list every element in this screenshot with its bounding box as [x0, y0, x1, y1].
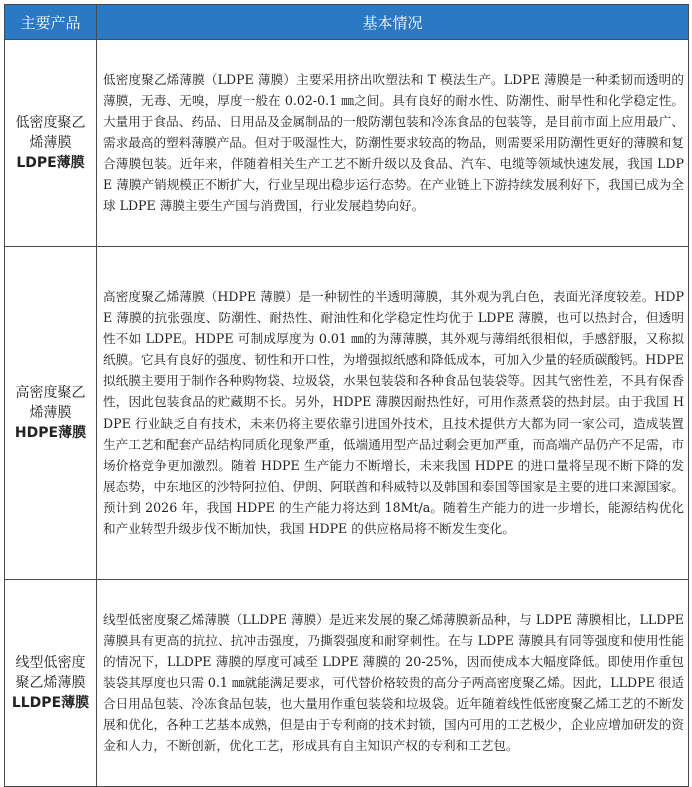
product-name: 高密度聚乙烯薄膜 [15, 385, 86, 421]
table-row [5, 580, 689, 787]
column-header-info: 基本情况 [97, 5, 689, 40]
table-header-row [5, 5, 689, 40]
product-description: 低密度聚乙烯薄膜（LDPE 薄膜）主要采用挤出吹塑法和 T 模法生产。LDPE 薄膜是一种柔韧而透明的薄膜，无毒、无嗅，厚度一般在 0.02-0.1 ㎜之间。具有良好的耐水性、防潮性、耐旱性和化学稳定性。大量用于食品、药品、日用品及金属制品的一般防潮包装和冷冻食品的包装等，是目前市面上应用最广、需求最高的塑料薄膜产品。但对于吸湿性大，防潮性要求较高的物品，则需要采用防潮性更好的薄膜和复合薄膜包装。近年来，伴随着相关生产工艺不断升级以及食品、汽车、电缆等领域快速发展，我国 LDPE 薄膜产销规模正不断扩大，行业呈现出稳步运行态势。在产业链上下游持续发展利好下，我国已成为全球 LDPE 薄膜主要生产国与消费国，行业发展趋势向好。 [97, 40, 689, 247]
product-name-cell [5, 580, 97, 787]
product-name-cell [5, 247, 97, 580]
product-abbreviation: LLDPE薄膜 [11, 695, 90, 711]
product-description: 高密度聚乙烯薄膜（HDPE 薄膜）是一种韧性的半透明薄膜，其外观为乳白色，表面光泽度较差。HDPE 薄膜的抗张强度、防潮性、耐热性、耐油性和化学稳定性均优于 LDPE 薄膜，也可以热封合，但透明性不如 LDPE。HDPE 可制成厚度为 0.01 ㎜的为薄薄膜，其外观与薄绢纸很相似，手感舒服，又称拟纸膜。它具有良好的强度、韧性和开口性，为增强拟纸感和降低成本，可加入少量的轻质碳酸钙。HDPE 拟纸膜主要用于制作各种购物袋、垃圾袋，水果包装袋和各种食品包装袋等。因其气密性差，不具有保香性，因此包装食品的贮藏期不长。另外，HDPE 薄膜因耐热性好，可用作蒸煮袋的热封层。由于我国 HDPE 行业缺乏自有技术，未来仍将主要依靠引进国外技术，且技术提供方大都为同一家公司，造成装置生产工艺和配套产品结构同质化现象严重，低端通用型产品过剩会更加严重，而高端产品仍产不足需，市场价格竞争更加激烈。随着 HDPE 生产能力不断增长，未来我国 HDPE 的进口量将呈现不断下降的发展态势，中东地区的沙特阿拉伯、伊朗、阿联酋和科威特以及韩国和泰国等国家是主要的进口来源国家。预计到 2026 年，我国 HDPE 的生产能力将达到 18Mt/a。随着生产能力的进一步增长，能源结构优化和产业转型升级步伐不断加快，我国 HDPE 的供应格局将不断发生变化。 [97, 247, 689, 580]
product-table [4, 4, 689, 787]
product-abbreviation: HDPE薄膜 [14, 425, 87, 441]
product-abbreviation: LDPE薄膜 [16, 155, 85, 171]
product-name: 低密度聚乙烯薄膜 [15, 115, 86, 151]
table-row [5, 247, 689, 580]
column-header-product: 主要产品 [5, 5, 97, 40]
table-row [5, 40, 689, 247]
product-name-cell [5, 40, 97, 247]
product-description: 线型低密度聚乙烯薄膜（LLDPE 薄膜）是近来发展的聚乙烯薄膜新品种，与 LDPE 薄膜相比，LLDPE 薄膜具有更高的抗拉、抗冲击强度，乃撕裂强度和耐穿刺性。在与 LDPE 薄膜具有同等强度和使用性能的情况下，LLDPE 薄膜的厚度可减至 LDPE 薄膜的 20-25%，因而使成本大幅度降低。即使用作重包装袋其厚度也只需 0.1 ㎜就能满足要求，可代替价格较贵的高分子两高密度聚乙烯。因此，LLDPE 很适合日用品包装、冷冻食品包装，也大量用作重包装袋和垃圾袋。近年随着线性低密度聚乙烯工艺的不断发展和优化，各种工艺基本成熟，但是由于专利商的技术封锁，国内可用的工艺极少，企业应增加研发的资金和人力，不断创新，优化工艺，形成具有自主知识产权的专利和工艺包。 [97, 580, 689, 787]
product-name: 线型低密度聚乙烯薄膜 [15, 655, 86, 691]
